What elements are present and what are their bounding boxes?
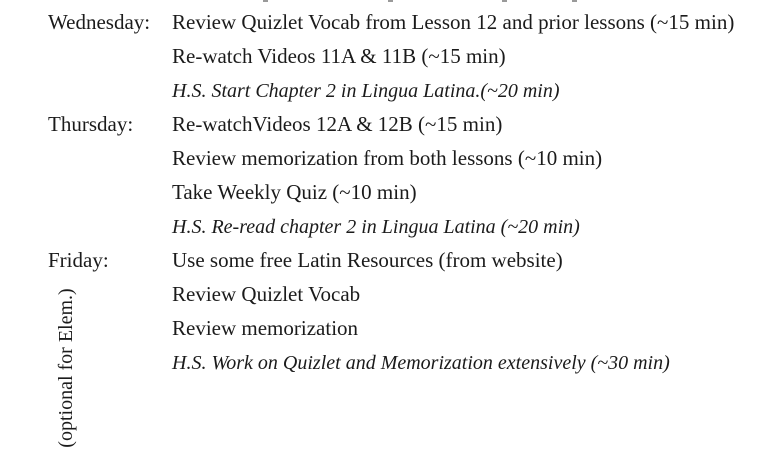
task-item-highschool: H.S. Start Chapter 2 in Lingua Latina.(~20 min) — [172, 80, 560, 102]
task-item-highschool: H.S. Re-read chapter 2 in Lingua Latina (~20 min) — [172, 216, 580, 238]
task-item: Re-watchVideos 12A & 12B (~15 min) — [172, 112, 503, 136]
day-label-wednesday: Wednesday: — [48, 10, 151, 34]
day-label-friday: Friday: — [48, 248, 109, 272]
cut-off-text-fragment — [263, 0, 268, 2]
task-item-highschool: H.S. Work on Quizlet and Memorization extensively (~30 min) — [172, 352, 670, 374]
task-item: Re-watch Videos 11A & 11B (~15 min) — [172, 44, 506, 68]
cut-off-text-fragment — [502, 0, 507, 2]
cut-off-text-fragment — [388, 0, 393, 2]
task-item: Review memorization from both lessons (~10 min) — [172, 146, 603, 170]
task-item: Take Weekly Quiz (~10 min) — [172, 180, 417, 204]
task-item: Review Quizlet Vocab from Lesson 12 and prior lessons (~15 min) — [172, 10, 735, 34]
task-item: Review Quizlet Vocab — [172, 282, 361, 306]
task-item: Review memorization — [172, 316, 359, 340]
rotated-side-note-optional-for-elem: (optional for Elem.) — [55, 288, 77, 448]
day-label-thursday: Thursday: — [48, 112, 134, 136]
cut-off-text-fragment — [572, 0, 577, 2]
task-item: Use some free Latin Resources (from website) — [172, 248, 563, 272]
